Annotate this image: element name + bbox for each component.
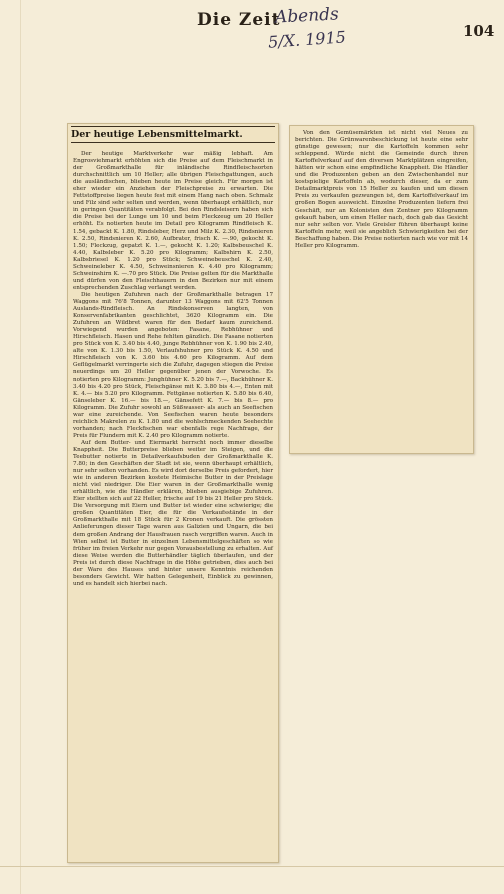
page-header bbox=[0, 0, 504, 52]
paragraph: Von den Gemüsemärkten ist nicht viel Neues zu berichten. Die Grünwarenbeschickung ist heute eine sehr günstige gewesen; nur die Kartoffeln kommen sehr schleppend. Würde nicht die Gemeinde durch ihren Kartoffelverkauf auf den diversen Marktplätzen eingreifen, hätten wir schon eine empfindliche Knappheit. Die Händler und die Produzenten geben an den Zwischenhandel nur kostspielige Kartoffeln ab, wodurch dieser, da er zum Detailmarktpreis von 15 Heller zu kaufen und um diesen Preis zu verkaufen gezwungen ist, dem Kartoffelverkauf im großen Bogen ausweicht. Einzelne Produzenten liefern frei Geschäft, nur an Kolonisten den Zentner pro Kilogramm gekauft haben, um einen Heller nach, doch gab das Gesicht nur sehr selten vor. Viele Greisler führen überhaupt keine Kartoffeln mehr, weil sie angeblich Schwierigkeiten bei der Beschaffung haben. Die Preise notierten nach wie vor mit 14 Heller pro Kilogramm. bbox=[295, 130, 469, 249]
newspaper-clipping-main bbox=[67, 123, 279, 863]
article-body-left bbox=[68, 147, 278, 592]
paragraph: Die heutigen Zufuhren nach der Großmarkthalle betragen 17 Waggons mit 76'8 Tonnen, darunter 13 Waggons mit 62'5 Tonnen Auslands-Rindfleisch. An Rindskonserven langten, von Konservenfabrikanten geschlichtet, 3620 Kilogramm ein. Die Zufuhren an Wildbret waren für den Bedarf kaum zureichend. Vorwiegend wurden angeboten: Fasane, Rebhühner und Hirschfleisch. Hasen und Rehe fehlten gänzlich. Die Fasane notierten pro Stück von K. 3.40 bis 4.40, junge Rebhühner von K. 1.90 bis 2.40, alte von K. 1.30 bis 1.50, Verlaufshuhner pro Stück K. 4.50 und Hirschfleisch von K. 3.60 bis 4.60 pro Kilogramm. Auf dem Geflügelmarkt verringerte sich die Zufuhr, dagegen stiegen die Preise neuerdings um 20 Heller gegenüber jenen der Vorwoche. Es notierten pro Kilogramm: Junghühner K. 5.20 bis 7.—, Backhühner K. 3.40 bis 4.20 pro Stück, Fleischgänse mit K. 3.80 bis 4.—, Enten mit K. 4.— bis 5.20 pro Kilogramm. Fettgänse notierten K. 5.80 bis 6.40, Gänseleber K. 16.— bis 18.—, Gänsefett K. 7.— bis 8.— pro Kilogramm. Die Zufuhr sowohl an Süßwasser- als auch an Seefischen war eine zureichende. Von Seefischen waren heute besonders reichlich Makrelen zu K. 1.80 und die wohlschmeckenden Seehechte vorhanden; nach Fleckfischen war ebenfalls rege Nachfrage, der Preis für Flundern mit K. 2.40 pro Kilogramm notierte. bbox=[73, 291, 273, 439]
article-body-right bbox=[290, 126, 473, 254]
page-bottom-edge bbox=[0, 866, 504, 867]
handwritten-note: Abends bbox=[274, 4, 340, 28]
page-number: 104 bbox=[463, 22, 495, 40]
paragraph: Der heutige Marktverkehr war mäßig lebhaft. Am Engrosviehmarkt erhöhten sich die Preise auf dem Fleischmarkt in der Großmarkthalle für inländische Rindfleischsorten durchschnittlich um 10 Heller; alle übrigen Fleischgattungen, auch die ausländischen, blieben heute im Preise gleich. Für morgen ist eher wieder ein Anziehen der Fleischpreise zu erwarten. Die Fettstoffpreise liegen heute fest mit einem Hang nach oben. Schmalz und Filz sind sehr selten und werden, wenn überhaupt erhältlich, nur in geringen Quantitäten verabfolgt. Bei den Rindsleisern haben sich die Preise bei der Lunge um 10 und beim Fleckzeug um 20 Heller erhöht. Es notierten heute im Detail pro Kilogramm Rindfleisch K. 1.54, gebackt K. 1.80, Rindsleber, Herz und Milz K. 2.30, Rindsnieren K. 2.50, Rindsnieren K. 2.60, Aufbrater, frisch K. —.90, gekocht K. 1.50; Fleckzug, gepatzt K. 1.—, gekocht K. 1.20; Kalbsbeuschel K. 4.40, Kalbsleber K. 5.20 pro Kilogramm; Kalbshirn K. 2.50, Kalbsbriesel K. 1.20 pro Stück; Schweinebeuschel K. 2.40, Schweineleber K. 4.50, Schweinsnieren K. 4.40 pro Kilogramm; Schweinshirn K. —.70 pro Stück. Die Preise gelten für die Markthalle und dürfen von den Fleischhauern in den Bezirken nur mit einem entsprechenden Zuschlag verlangt werden. bbox=[73, 151, 273, 291]
paper-fold-line bbox=[20, 0, 21, 894]
handwritten-date: 5/X. 1915 bbox=[267, 27, 347, 52]
paragraph: Auf dem Butter- und Eiermarkt herrscht noch immer dieselbe Knappheit. Die Butterpreise blieben weiter im Steigen, und die Teebutter notierte in Detailverkaufsbuden der Großmarkthalle K. 7.80; in den Geschäften der Stadt ist sie, wenn überhaupt erhältlich, nur sehr selten vorhanden. Es wird dort derselbe Preis gefordert, hier wie in anderen Bezirken kostete Heimische Butter in der Preislage nicht viel niedriger. Die Eier waren in der Großmarkthalle wenig erhältlich, wie die Händler erklären, blieben ausgiebige Zufuhren. Eier stellten sich auf 22 Heller, frische auf 19 bis 21 Heller pro Stück. Die Versorgung mit Eiern und Butter ist wieder eine schwierige; die großen Quantitäten Eier, die für die Verkaufsstände in der Großmarkthalle mit 18 Stück für 2 Kronen verkauft. Die grössten Anlieferungen dieser Tage waren aus Galizien und Ungarn, die bei dem großen Andrang der Hausfrauen rasch vergriffen waren. Auch in Wien selbst ist Butter in einzelnen Lebensmittelgeschäften so wie früher im freien Verkehr nur gegen Vorausbestellung zu erhalten. Auf diese Weise werden die Butterhändler täglich überlaufen, und der Preis ist durch diese Nachfrage in die Höhe getrieben, dies auch bei der Ware des Hauses und hinter unsere Kenntnis reichenden besonders Gewicht. Wir hatten Gelegenheit, Einblick zu gewinnen, und es handelt sich hierbei nach. bbox=[73, 439, 273, 587]
newspaper-name: Die Zeit bbox=[197, 10, 281, 30]
newspaper-clipping-continuation bbox=[289, 125, 474, 454]
article-title: Der heutige Lebensmittelmarkt. bbox=[71, 126, 275, 143]
